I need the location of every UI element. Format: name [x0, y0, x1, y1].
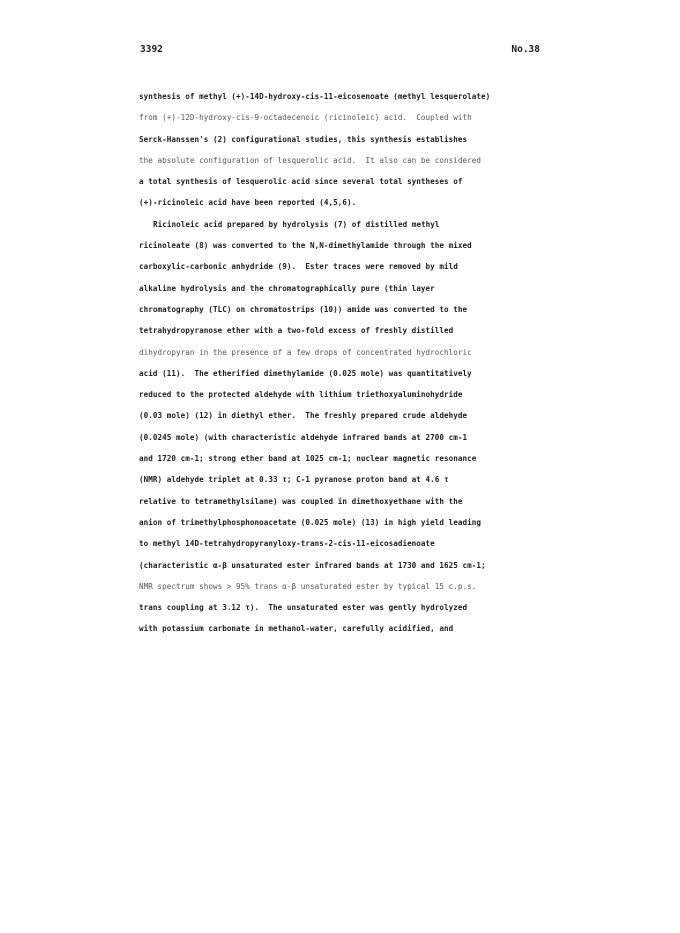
text-line: from (+)-12D-hydroxy-cis-9-octadecenoic (ricinoleic) acid. Coupled with — [139, 113, 472, 123]
text-line: alkaline hydrolysis and the chromatographically pure (thin layer — [139, 283, 435, 293]
text-line: anion of trimethylphosphonoacetate (0.025 mole) (13) in high yield leading — [139, 517, 482, 527]
text-line: Ricinoleic acid prepared by hydrolysis (7) of distilled methyl — [153, 219, 440, 229]
text-line: acid (11). The etherified dimethylamide (0.025 mole) was quantitatively — [139, 368, 472, 378]
text-line: with potassium carbonate in methanol-water, carefully acidified, and — [139, 624, 454, 634]
text-line: relative to tetramethylsilane) was coupled in dimethoxyethane with the — [139, 496, 463, 506]
body-text — [139, 86, 549, 640]
text-line: ricinoleate (8) was converted to the N,N-dimethylamide through the mixed — [139, 241, 472, 251]
journal-issue-number: No.38 — [511, 44, 540, 55]
text-line: tetrahydropyranose ether with a two-fold excess of freshly distilled — [139, 326, 454, 336]
text-line: (NMR) aldehyde triplet at 0.33 τ; C-1 pyranose proton band at 4.6 τ — [139, 475, 449, 485]
text-line: (characteristic α-β unsaturated ester infrared bands at 1730 and 1625 cm-1; — [139, 560, 486, 570]
text-line: trans coupling at 3.12 τ). The unsaturated ester was gently hydrolyzed — [139, 603, 468, 613]
text-line: (0.03 mole) (12) in diethyl ether. The freshly prepared crude aldehyde — [139, 411, 468, 421]
text-line: reduced to the protected aldehyde with lithium triethoxyaluminohydride — [139, 390, 463, 400]
text-line: (0.0245 mole) (with characteristic aldehyde infrared bands at 2700 cm-1 — [139, 432, 468, 442]
text-line: a total synthesis of lesquerolic acid since several total syntheses of — [139, 177, 463, 187]
text-line: NMR spectrum shows > 95% trans α-β unsaturated ester by typical 15 c.p.s. — [139, 581, 477, 591]
text-line: dihydropyran in the presence of a few drops of concentrated hydrochloric — [139, 347, 472, 357]
page-header — [140, 44, 540, 58]
text-line: carboxylic-carbonic anhydride (9). Ester traces were removed by mild — [139, 262, 458, 272]
text-line: chromatography (TLC) on chromatostrips (10)) amide was converted to the — [139, 304, 468, 314]
text-line: the absolute configuration of lesquerolic acid. It also can be considered — [139, 155, 482, 165]
text-line: (+)-ricinoleic acid have been reported (4,5,6). — [139, 198, 357, 208]
text-line: and 1720 cm-1; strong ether band at 1025 cm-1; nuclear magnetic resonance — [139, 454, 477, 464]
text-line: to methyl 14D-tetrahydropyranyloxy-trans-2-cis-11-eicosadienoate — [139, 539, 435, 549]
page-number: 3392 — [140, 44, 163, 55]
text-line: synthesis of methyl (+)-14D-hydroxy-cis-11-eicosenoate (methyl lesquerolate) — [139, 92, 491, 101]
text-line: Serck-Hanssen's (2) configurational studies, this synthesis establishes — [139, 134, 468, 144]
